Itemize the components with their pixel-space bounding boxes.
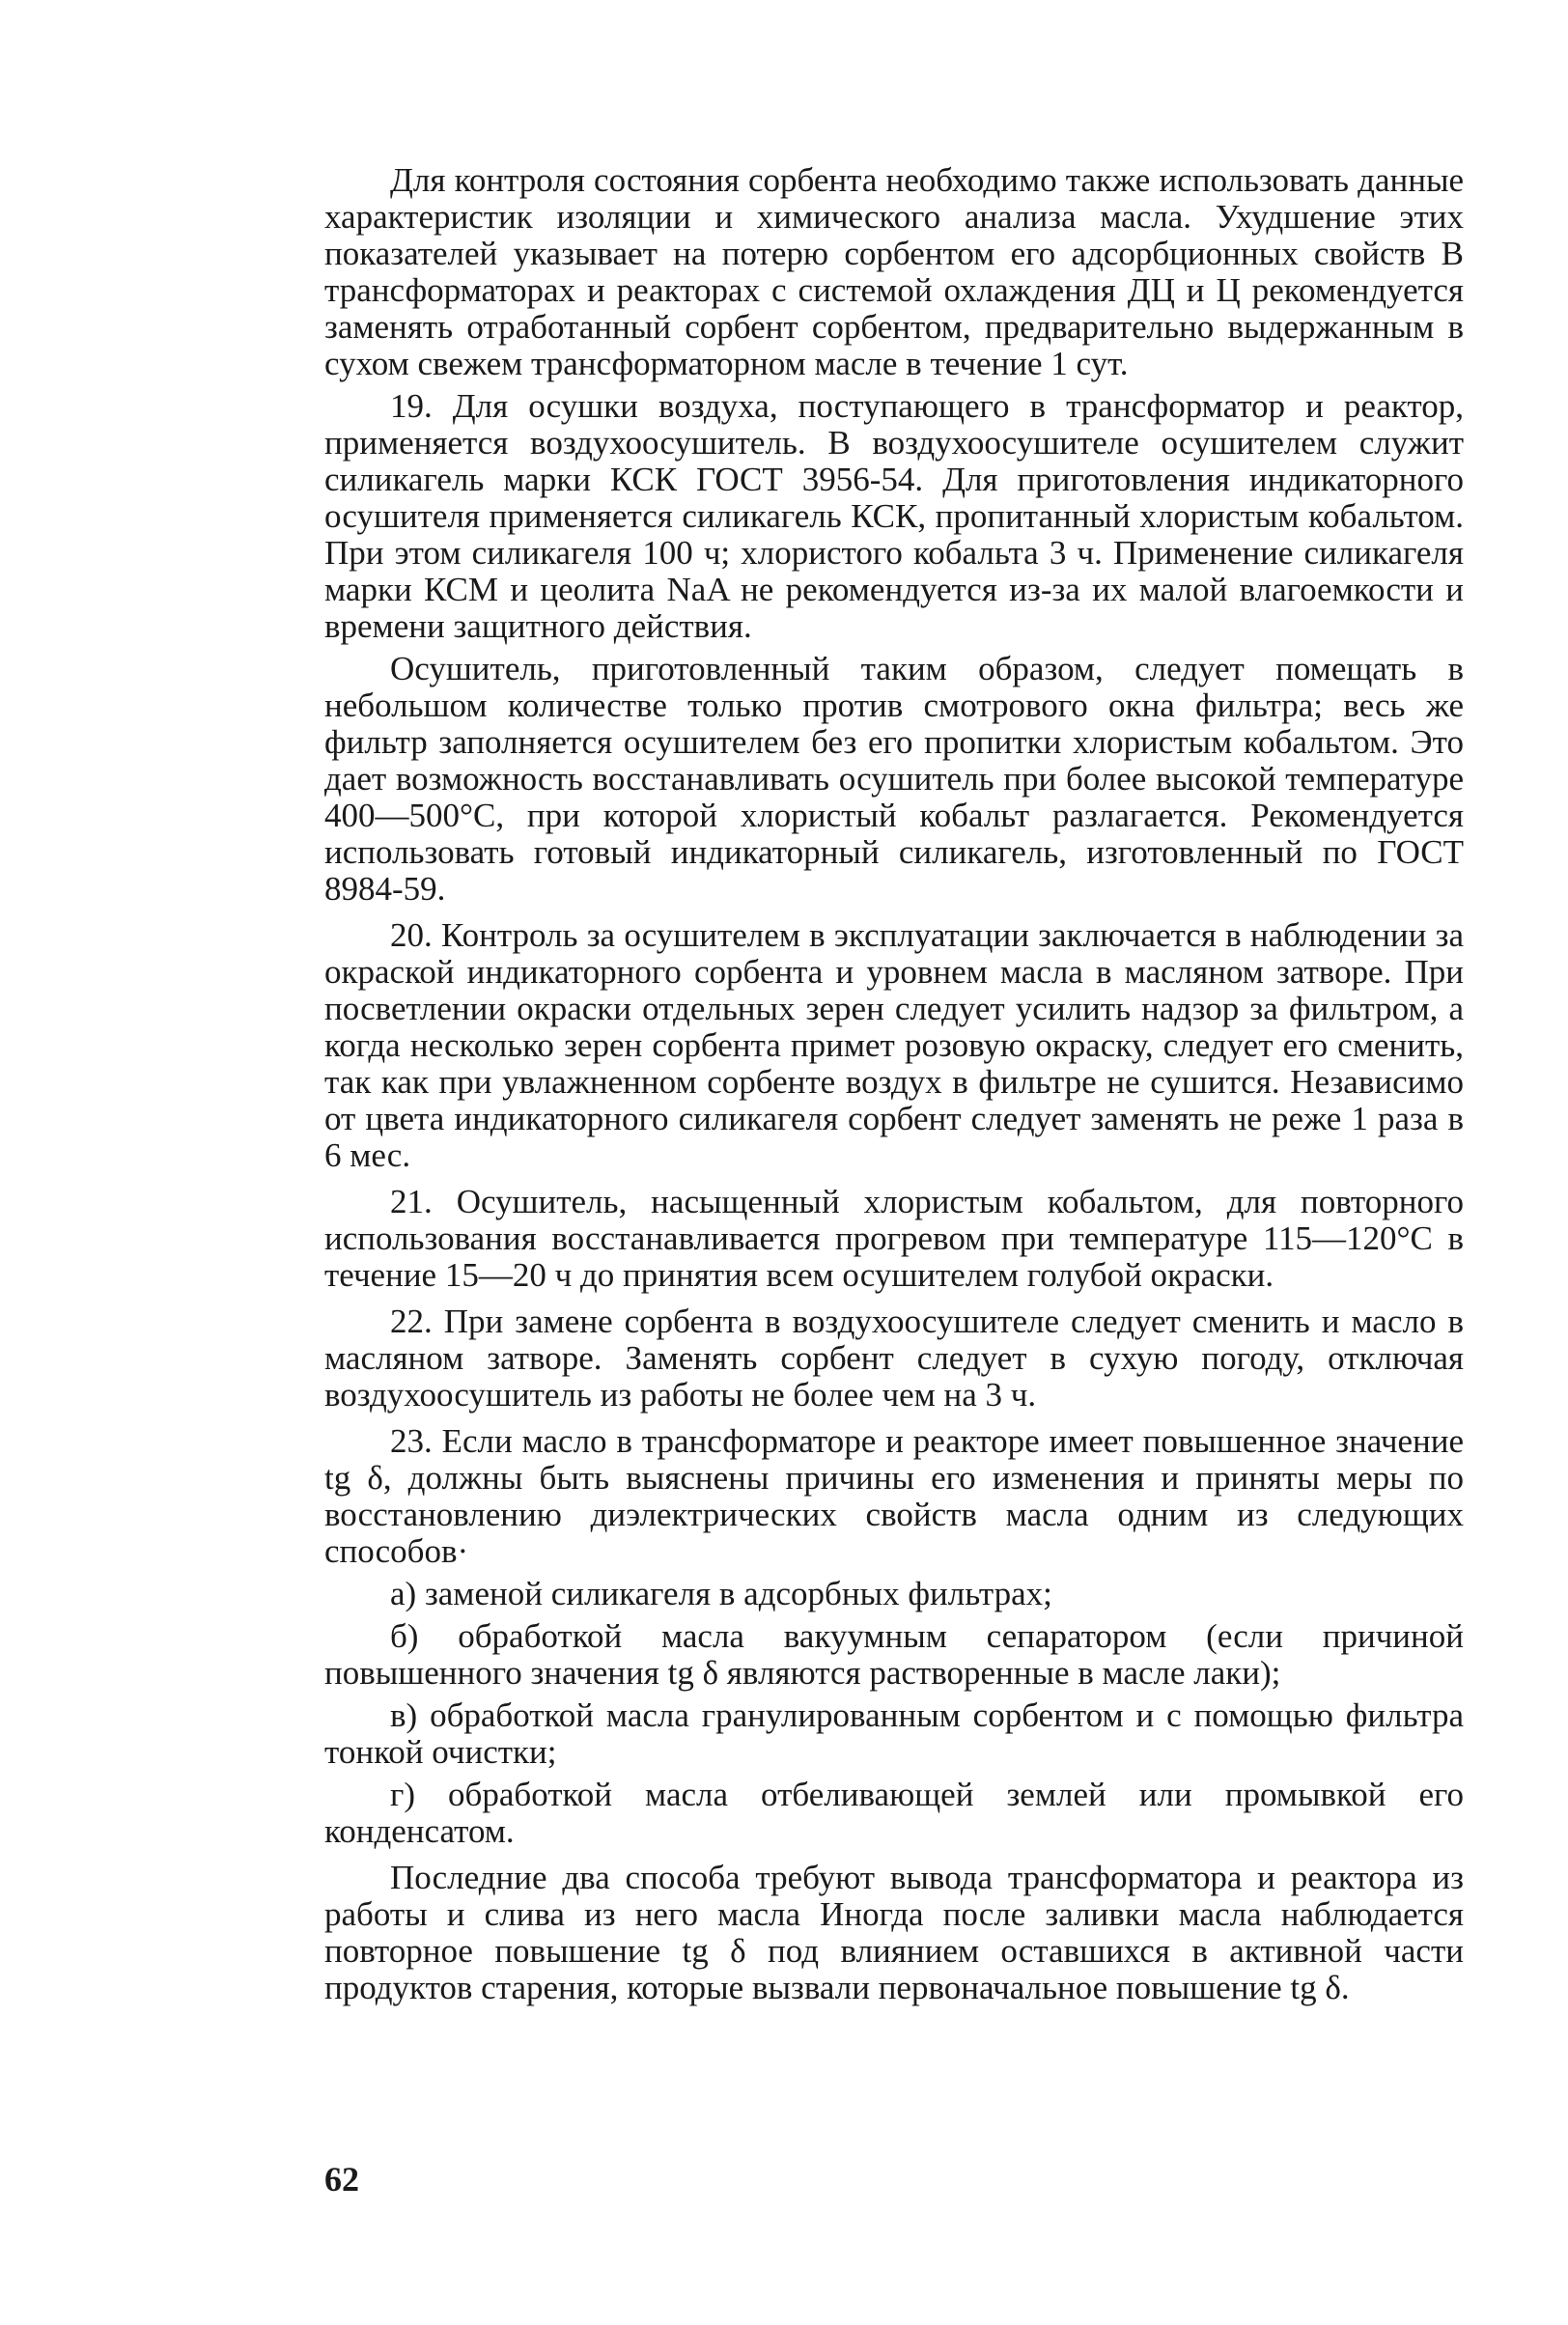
list-item-a: а) заменой силикагеля в адсорбных фильтрах;: [390, 1575, 1052, 1612]
paragraph-22-sorbent-replacement: 22. При замене сорбента в воздухоосушителе следует сменить и масло в масляном затворе. Заменять сорбент следует в сухую погоду, отключая воздухоосушитель из работы не более чем на 3 ч.: [324, 1303, 1464, 1414]
paragraph-23-oil-treatment: 23. Если масло в трансформаторе и реакторе имеет повышенное значение tg δ, должны быть выяснены причины его изменения и приняты меры по восстановлению диэлектрических свойств масла одним из следующих способов·: [324, 1422, 1464, 1570]
page-body: [324, 162, 1464, 2012]
paragraph-19-air-drying: 19. Для осушки воздуха, поступающего в трансформатор и реактор, применяется воздухоосушитель. В воздухоосушителе осушителем служит силикагель марки КСК ГОСТ 3956-54. Для приготовления индикаторного осушителя применяется силикагель КСК, пропитанный хлористым кобальтом. При этом силикагеля 100 ч; хлористого кобальта 3 ч. Применение силикагеля марки КСМ и цеолита NaA не рекомендуется из-за их малой влагоемкости и времени защитного действия.: [324, 387, 1464, 645]
page-number: 62: [324, 2160, 359, 2199]
paragraph-sorbent-control: Для контроля состояния сорбента необходимо также использовать данные характеристик изоляции и химического анализа масла. Ухудшение этих показателей указывает на потерю сорбентом его адсорбционных свойств В трансформаторах и реакторах с системой охлаждения ДЦ и Ц рекомендуется заменять отработанный сорбент сорбентом, предварительно выдержанным в сухом свежем трансформаторном масле в течение 1 сут.: [324, 161, 1464, 382]
paragraph-21-regeneration: 21. Осушитель, насыщенный хлористым кобальтом, для повторного использования восстанавливается прогревом при температуре 115—120°С в течение 15—20 ч до принятия всем осушителем голубой окраски.: [324, 1183, 1464, 1294]
list-item-g: г) обработкой масла отбеливающей землей или промывкой его конденсатом.: [324, 1776, 1464, 1850]
list-item-b: б) обработкой масла вакуумным сепаратором (если причиной повышенного значения tg δ являются растворенные в масле лаки);: [324, 1617, 1464, 1692]
paragraph-20-desiccant-control: 20. Контроль за осушителем в эксплуатации заключается в наблюдении за окраской индикаторного сорбента и уровнем масла в масляном затворе. При посветлении окраски отдельных зерен следует усилить надзор за фильтром, а когда несколько зерен сорбента примет розовую окраску, следует его сменить, так как при увлажненном сорбенте воздух в фильтре не сушится. Независимо от цвета индикаторного силикагеля сорбент следует заменять не реже 1 раза в 6 мес.: [324, 916, 1464, 1174]
paragraph-desiccant-preparation: Осушитель, приготовленный таким образом, следует помещать в небольшом количестве только против смотрового окна фильтра; весь же фильтр заполняется осушителем без его пропитки хлористым кобальтом. Это дает возможность восстанавливать осушитель при более высокой температуре 400—500°С, при которой хлористый кобальт разлагается. Рекомендуется использовать готовый индикаторный силикагель, изготовленный по ГОСТ 8984-59.: [324, 650, 1464, 908]
list-item-v: в) обработкой масла гранулированным сорбентом и с помощью фильтра тонкой очистки;: [324, 1696, 1464, 1771]
paragraph-closing: Последние два способа требуют вывода трансформатора и реактора из работы и слива из него масла Иногда после заливки масла наблюдается повторное повышение tg δ под влиянием оставшихся в активной части продуктов старения, которые вызвали первоначальное повышение tg δ.: [324, 1859, 1464, 2006]
